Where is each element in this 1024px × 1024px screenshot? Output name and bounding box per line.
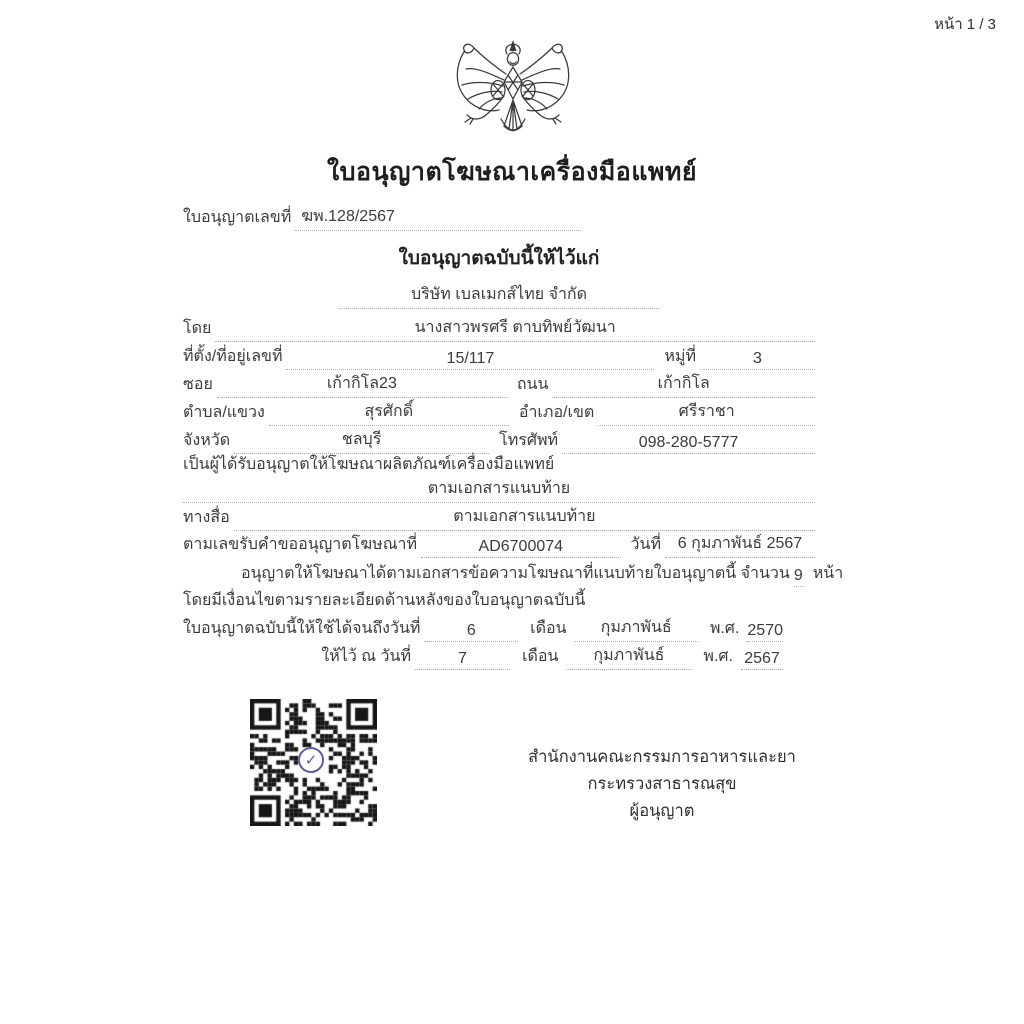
company-name-value: บริษัท เบลเมกส์ไทย จำกัด <box>339 282 659 309</box>
application-date-label: วันที่ <box>630 536 661 553</box>
address-no-value: 15/117 <box>286 350 654 370</box>
issued-era-label: พ.ศ. <box>703 648 733 665</box>
issued-day-value: 7 <box>415 650 510 670</box>
soi-label: ซอย <box>183 376 213 393</box>
district-value: ศรีราชา <box>598 399 815 426</box>
granted-statement: เป็นผู้ได้รับอนุญาตให้โฆษณาผลิตภัณฑ์เครื่องมือแพทย์ <box>183 456 555 473</box>
license-no-value: ฆพ.128/2567 <box>295 204 581 231</box>
application-date-value: 6 กุมภาพันธ์ 2567 <box>665 531 815 558</box>
road-value: เก้ากิโล <box>552 371 815 398</box>
subdistrict-label: ตำบล/แขวง <box>183 404 265 421</box>
signer-title: ผู้อนุญาต <box>629 802 695 820</box>
valid-until-label: ใบอนุญาตฉบับนี้ให้ใช้ได้จนถึงวันที่ <box>183 620 421 637</box>
valid-until-era-label: พ.ศ. <box>709 620 740 637</box>
pages-unit-label: หน้า <box>812 565 844 582</box>
issuing-org-line1: สำนักงานคณะกรรมการอาหารและยา <box>528 748 796 766</box>
application-no-label: ตามเลขรับคำขออนุญาตโฆษณาที่ <box>183 536 418 553</box>
issued-month-value: กุมภาพันธ์ <box>566 643 691 670</box>
road-label: ถนน <box>516 376 549 393</box>
document-title: ใบอนุญาตโฆษณาเครื่องมือแพทย์ <box>326 158 698 186</box>
valid-until-year-value: 2570 <box>747 622 783 642</box>
phone-label: โทรศัพท์ <box>499 432 559 449</box>
allow-statement: อนุญาตให้โฆษณาได้ตามเอกสารข้อความโฆษณาที่แนบท้ายใบอนุญาตนี้ จำนวน <box>241 565 790 582</box>
by-label: โดย <box>183 320 212 337</box>
media-label: ทางสื่อ <box>183 509 230 526</box>
subdistrict-value: สุรศักดิ์ <box>269 399 509 426</box>
pages-count-value: 9 <box>794 567 803 587</box>
qr-code <box>250 699 377 826</box>
fda-check-logo-icon: ✓ <box>298 747 324 773</box>
products-value: ตามเอกสารแนบท้าย <box>183 476 815 503</box>
moo-label: หมู่ที่ <box>664 348 696 365</box>
phone-value: 098-280-5777 <box>562 434 815 454</box>
license-no-label: ใบอนุญาตเลขที่ <box>183 209 292 226</box>
application-no-value: AD6700074 <box>421 538 620 558</box>
soi-value: เก้ากิโล23 <box>217 371 507 398</box>
media-value: ตามเอกสารแนบท้าย <box>234 504 815 531</box>
signature-block <box>497 744 827 825</box>
address-label: ที่ตั้ง/ที่อยู่เลขที่ <box>183 348 283 365</box>
issuing-org-line2: กระทรวงสาธารณสุข <box>587 775 737 793</box>
valid-until-month-value: กุมภาพันธ์ <box>575 615 698 642</box>
issued-to-heading: ใบอนุญาตฉบับนี้ให้ไว้แก่ <box>398 248 600 269</box>
page-indicator: หน้า 1 / 3 <box>934 16 996 33</box>
issued-year-value: 2567 <box>741 650 783 670</box>
issued-on-label: ให้ไว้ ณ วันที่ <box>321 648 411 665</box>
garuda-icon <box>452 38 574 150</box>
garuda-emblem-icon <box>452 38 574 150</box>
by-name-value: นางสาวพรศรี ตาบทิพย์วัฒนา <box>215 315 815 342</box>
province-label: จังหวัด <box>183 432 231 449</box>
moo-value: 3 <box>700 350 815 370</box>
district-label: อำเภอ/เขต <box>518 404 595 421</box>
province-value: ชลบุรี <box>234 427 489 454</box>
conditions-statement: โดยมีเงื่อนไขตามรายละเอียดด้านหลังของใบอนุญาตฉบับนี้ <box>183 592 586 609</box>
valid-until-day-value: 6 <box>424 622 518 642</box>
issued-month-label: เดือน <box>522 648 559 665</box>
valid-until-month-label: เดือน <box>530 620 567 637</box>
